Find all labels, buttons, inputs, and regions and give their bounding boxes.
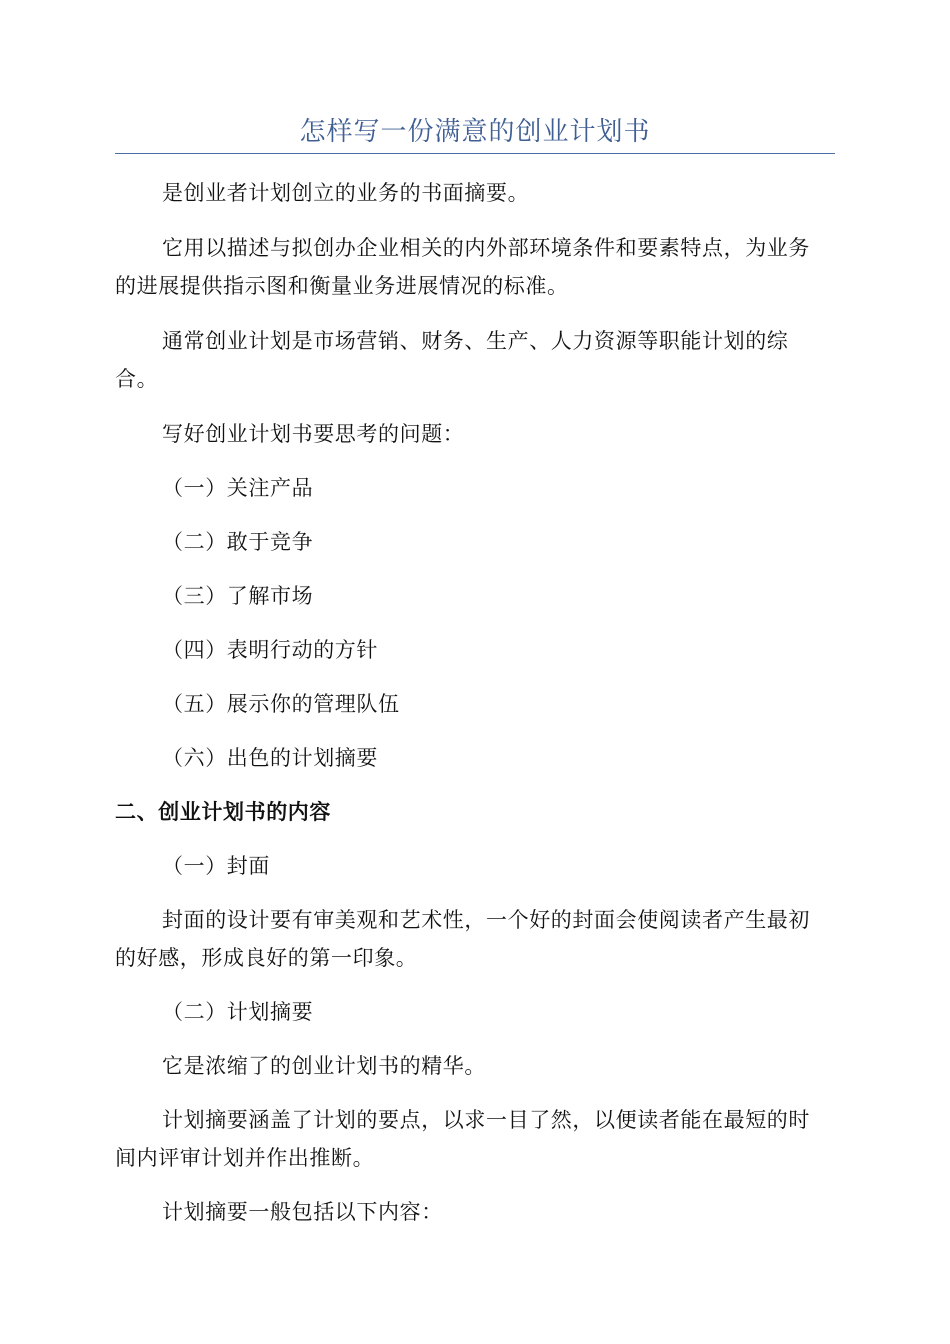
- list-item: （三）了解市场: [162, 584, 314, 608]
- paragraph-line: 封面的设计要有审美观和艺术性，一个好的封面会使阅读者产生最初: [162, 908, 810, 932]
- document-title: 怎样写一份满意的创业计划书: [299, 117, 651, 147]
- list-item: （五）展示你的管理队伍: [162, 692, 400, 716]
- list-item: （一）关注产品: [162, 476, 314, 500]
- paragraph-line: 间内评审计划并作出推断。: [115, 1146, 375, 1170]
- subsection-heading: （二）计划摘要: [162, 1000, 314, 1024]
- paragraph-line: 写好创业计划书要思考的问题：: [162, 422, 465, 446]
- section-heading: 二、创业计划书的内容: [115, 799, 331, 824]
- list-item: （二）敢于竞争: [162, 530, 314, 554]
- list-item: （四）表明行动的方针: [162, 638, 378, 662]
- paragraph-line: 的进展提供指示图和衡量业务进展情况的标准。: [115, 274, 569, 298]
- paragraph-line: 通常创业计划是市场营销、财务、生产、人力资源等职能计划的综: [162, 329, 789, 353]
- paragraph-line: 合。: [115, 367, 159, 391]
- title-underline: [115, 153, 835, 154]
- list-item: （六）出色的计划摘要: [162, 746, 378, 770]
- paragraph-line: 的好感，形成良好的第一印象。: [115, 946, 418, 970]
- paragraph-line: 计划摘要一般包括以下内容：: [162, 1200, 443, 1224]
- paragraph-line: 它用以描述与拟创办企业相关的内外部环境条件和要素特点，为业务: [162, 236, 810, 260]
- paragraph-line: 它是浓缩了的创业计划书的精华。: [162, 1054, 486, 1078]
- paragraph-line: 计划摘要涵盖了计划的要点，以求一目了然，以便读者能在最短的时: [162, 1108, 810, 1132]
- paragraph-line: 是创业者计划创立的业务的书面摘要。: [162, 181, 530, 205]
- subsection-heading: （一）封面: [162, 854, 270, 878]
